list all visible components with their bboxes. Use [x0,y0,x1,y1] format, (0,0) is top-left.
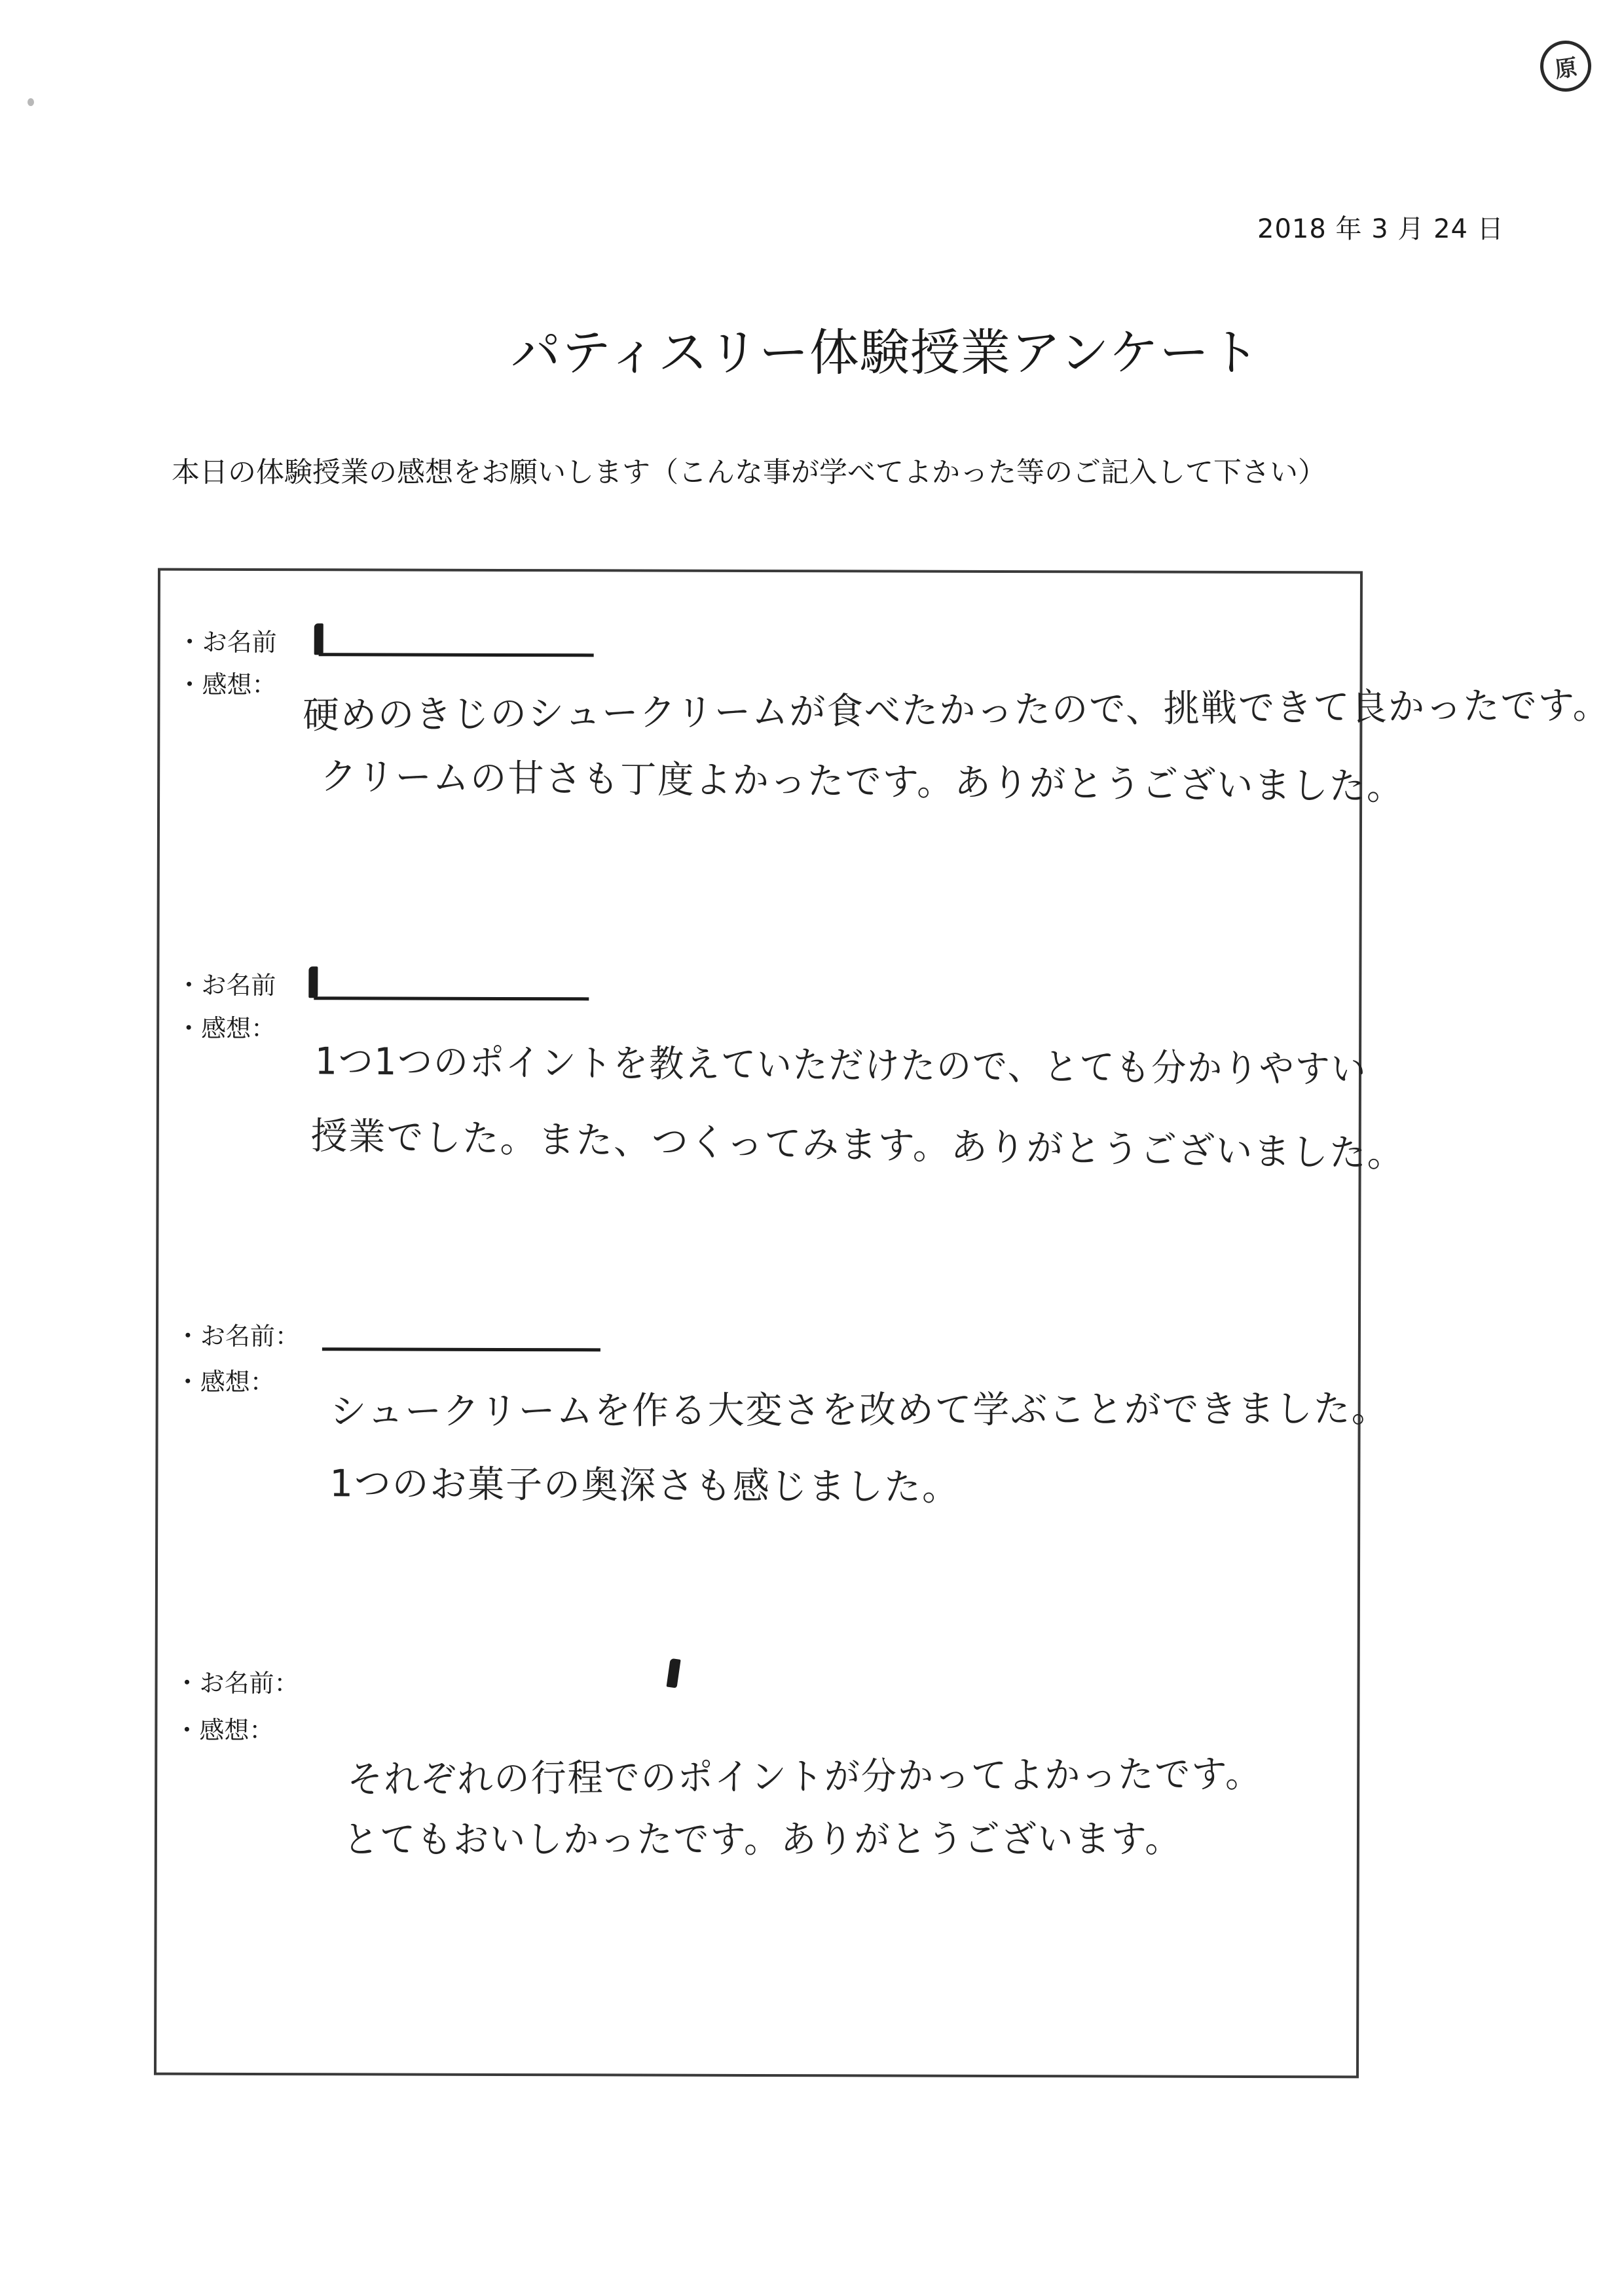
comment-label: ・感想： [174,1715,274,1745]
redaction-mark [314,623,323,655]
instruction-text: 本日の体験授業の感想をお願いします（こんな事が学べてよかった等のご記入して下さい） [172,456,1326,489]
comment-label: ・感想： [177,670,277,700]
responses-box [154,568,1611,2079]
comment-line: 硬めのきじのシュークリームが食べたかったので、挑戦できて良かったです。 [303,683,1611,738]
comment-line: 1つ1つのポイントを教えていただけたので、とても分かりやすい [314,1040,1367,1091]
survey-date: 2018 年 3 月 24 日 [1257,214,1504,244]
name-label: ・お名前 [176,970,276,1000]
comment-label: ・感想： [175,1367,275,1397]
comment-line: クリームの甘さも丁度よかったです。ありがとうございました。 [320,755,1405,809]
page-title: パティスリー体験授業アンケート [511,323,1261,382]
comment-line: 授業でした。また、つくってみます。ありがとうございました。 [310,1114,1406,1176]
stamp-label: 原 [1553,54,1579,83]
comment-line: シュークリームを作る大変さを改めて学ぶことができました。 [329,1387,1390,1434]
name-label: ・お名前 [177,627,277,657]
name-label: ・お名前： [175,1321,301,1351]
comment-line: とてもおいしかったです。ありがとうございます。 [342,1817,1182,1862]
redacted-name-line [322,1347,600,1351]
comment-line: それぞれの行程でのポイントが分かってよかったです。 [347,1752,1263,1802]
comment-label: ・感想： [176,1013,276,1044]
response-entry [160,571,1611,809]
name-label: ・お名前： [174,1668,299,1698]
scan-speck [28,98,34,106]
redacted-name-line [314,996,589,1000]
redaction-mark [667,1658,681,1688]
redaction-mark [308,966,318,998]
comment-line: 1つのお菓子の奥深さも感じました。 [329,1462,961,1510]
redacted-name-line [319,653,594,657]
stamp-seal [1537,37,1595,95]
